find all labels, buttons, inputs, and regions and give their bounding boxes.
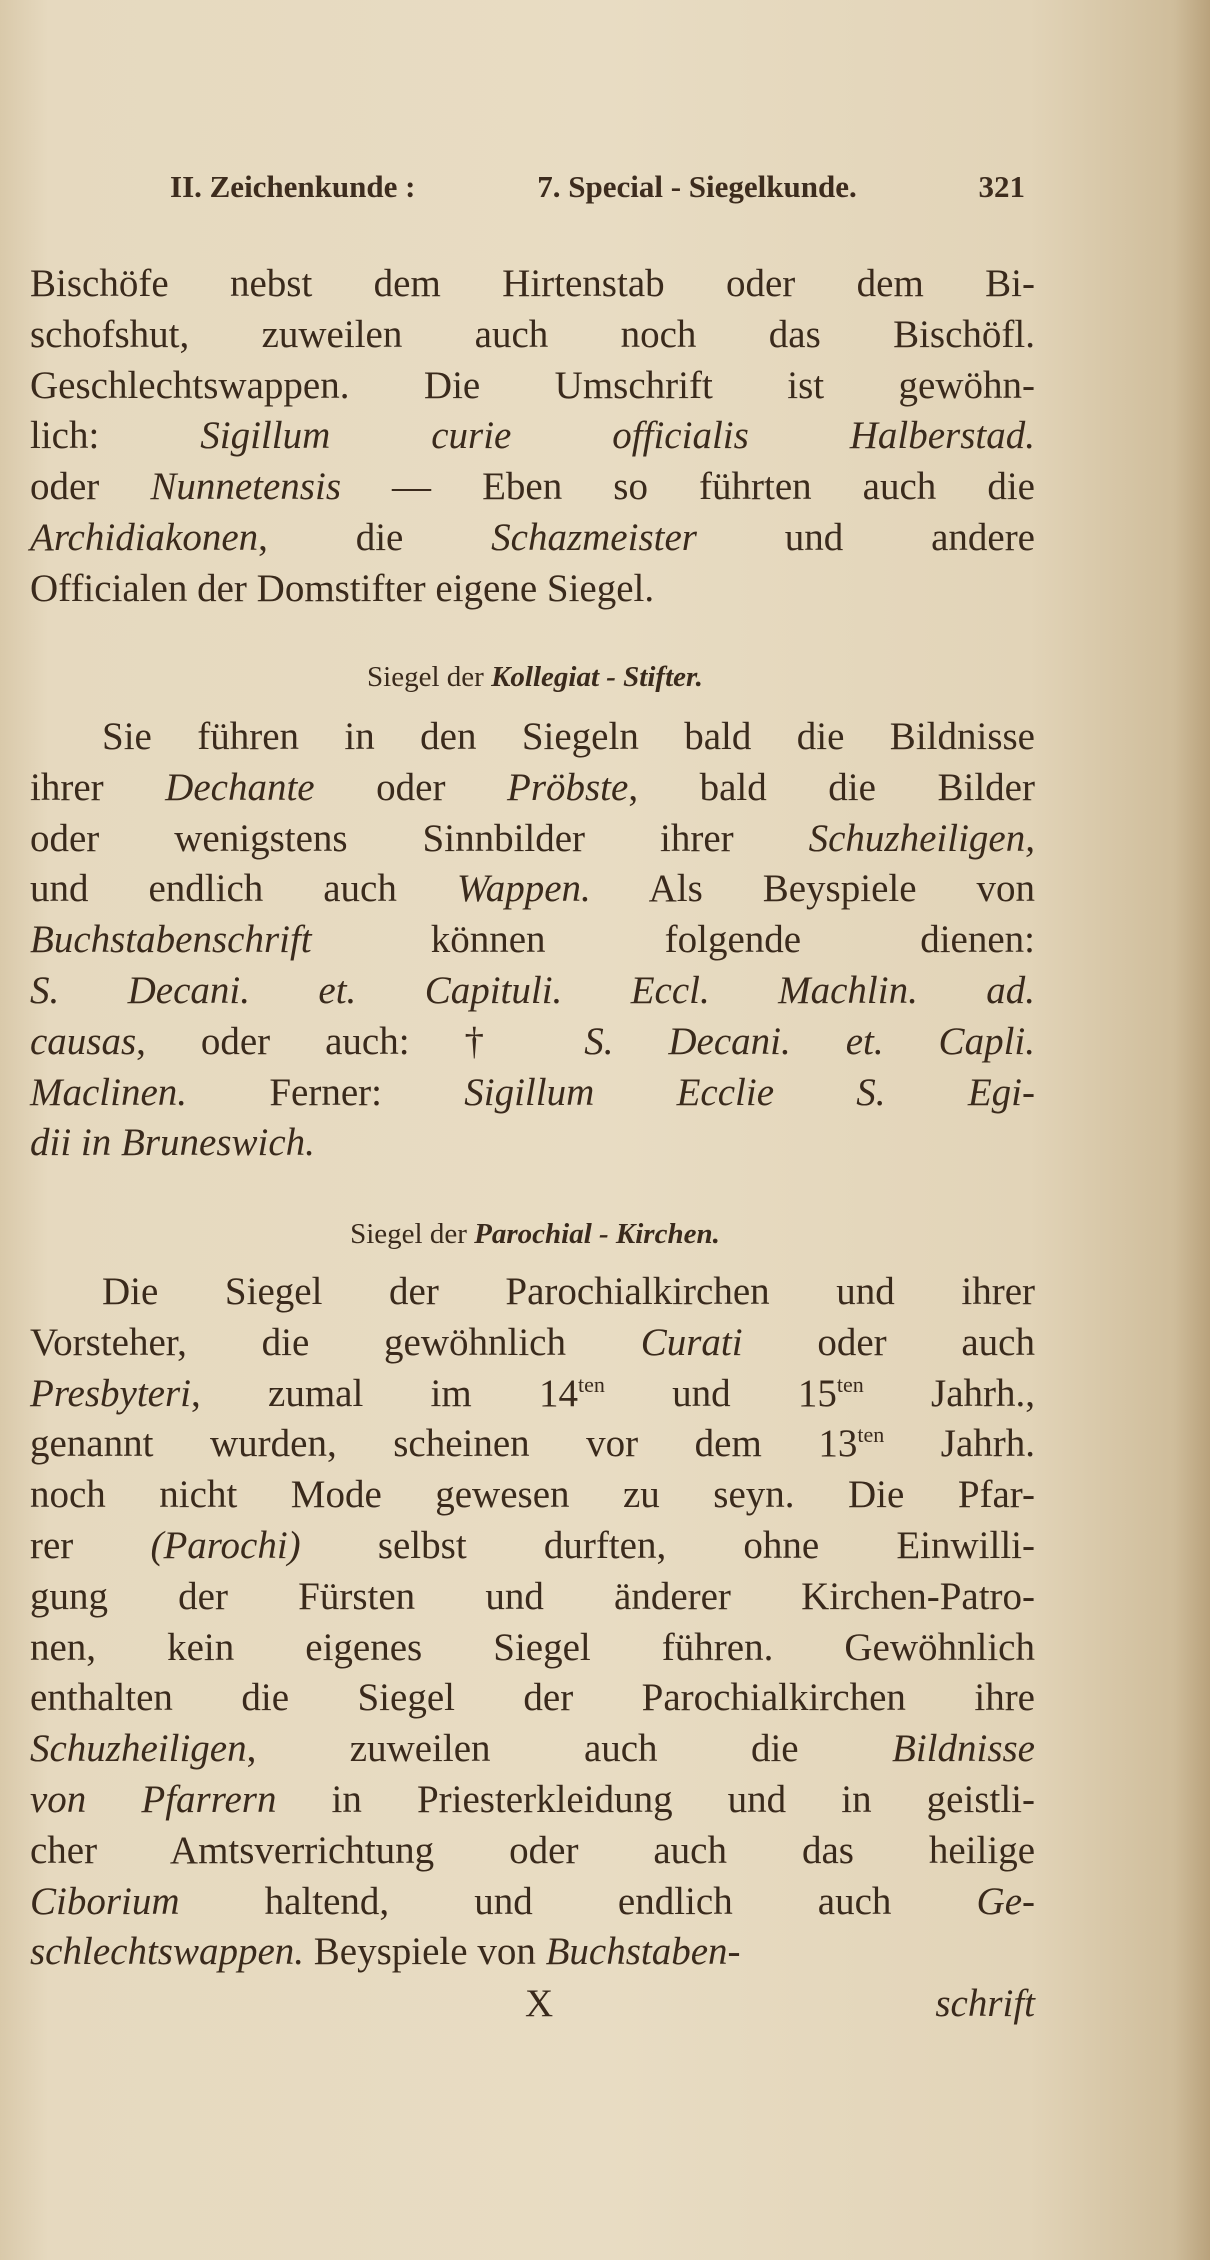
- text-line: [30, 1623, 1035, 1674]
- text-run: rer: [30, 1523, 151, 1567]
- italic-text: Dechante: [165, 765, 315, 809]
- superscript: ten: [577, 1371, 605, 1397]
- italic-text: Bildnisse: [892, 1727, 1035, 1771]
- text-run: Jahrh.: [884, 1422, 1035, 1466]
- italic-text: Maclinen.: [30, 1070, 188, 1114]
- text-run: Vorsteher, die gewöhnlich: [30, 1320, 641, 1364]
- text-run: und endlich auch: [30, 867, 457, 911]
- text-line: [30, 1017, 1035, 1068]
- text-run: , oder auch: †: [136, 1019, 585, 1063]
- italic-text: Nunnetensis: [150, 465, 342, 509]
- text-run: haltend, und endlich auch: [179, 1879, 977, 1923]
- text-run: oder: [30, 465, 151, 509]
- text-run: Ferner:: [187, 1070, 465, 1114]
- catchword: schrift: [935, 1982, 1035, 2025]
- text-run: schofshut, zuweilen auch noch das Bischöfl.: [30, 312, 1035, 356]
- text-line: [30, 1369, 1035, 1420]
- text-run: , bald die Bilder: [628, 765, 1035, 809]
- text-run: lich:: [30, 414, 201, 458]
- running-head-chapter: 7. Special - Siegelkunde.: [537, 169, 857, 204]
- italic-text: Wappen.: [456, 867, 591, 911]
- heading-plain: Siegel der: [350, 1218, 475, 1250]
- text-run: cher Amtsverrichtung oder auch das heilige: [30, 1828, 1035, 1872]
- italic-text: dii in Bruneswich.: [30, 1121, 315, 1165]
- italic-text: Presbyteri: [30, 1371, 192, 1415]
- text-run: können folgende dienen:: [311, 918, 1035, 962]
- section-heading-kollegiat-stifter: [0, 652, 1070, 702]
- text-line: [30, 1826, 1035, 1877]
- italic-text: S. Decani. et. Capituli. Eccl. Machlin. ad.: [30, 968, 1035, 1012]
- text-line: [30, 1318, 1035, 1369]
- text-line: [30, 1775, 1035, 1826]
- text-line: [30, 411, 1035, 462]
- italic-text: causas: [30, 1019, 137, 1063]
- text-run: oder: [314, 765, 507, 809]
- text-line: [30, 966, 1035, 1017]
- text-run: und andere: [696, 515, 1035, 559]
- text-line: [30, 1877, 1035, 1928]
- heading-italic: Parochial - Kirchen.: [474, 1218, 720, 1250]
- text-line: [30, 1118, 1035, 1169]
- text-line: [30, 763, 1035, 814]
- page-footer: [30, 1979, 1035, 2029]
- text-line: [30, 1673, 1035, 1724]
- text-run: Bischöfe nebst dem Hirtenstab oder dem Bi-: [30, 262, 1035, 305]
- superscript: ten: [836, 1371, 864, 1397]
- text-run: Als Beyspiele von: [590, 867, 1035, 911]
- paragraph-2: [30, 712, 1035, 1169]
- text-line: [30, 1724, 1035, 1775]
- text-run: Jahrh.,: [863, 1371, 1035, 1415]
- text-line: [30, 564, 1035, 615]
- running-head: [170, 162, 1025, 212]
- text-line: [30, 1927, 1035, 1978]
- italic-text: Archidiakonen: [30, 515, 259, 559]
- paragraph-3: [30, 1267, 1035, 1978]
- paragraph-1: [30, 259, 1035, 615]
- text-line: [30, 513, 1035, 564]
- text-run: und 15: [604, 1371, 837, 1415]
- italic-text: S. Decani. et. Capli.: [584, 1019, 1035, 1063]
- text-line: [30, 864, 1035, 915]
- section-heading-parochial-kirchen: [0, 1209, 1070, 1259]
- italic-text: Ciborium: [30, 1879, 180, 1923]
- italic-text: (Parochi): [150, 1523, 301, 1567]
- text-run: genannt wurden, scheinen vor dem 13: [30, 1422, 858, 1466]
- text-run: Beyspiele von: [304, 1930, 546, 1974]
- text-line: [30, 1267, 1035, 1318]
- text-line: [30, 361, 1035, 412]
- italic-text: Sigillum Ecclie S. Egi-: [464, 1070, 1036, 1114]
- text-line: [30, 814, 1035, 865]
- running-head-section: II. Zeichenkunde :: [170, 169, 416, 204]
- text-run: selbst durften, ohne Einwilli-: [300, 1523, 1035, 1567]
- text-run: , zumal im 14: [191, 1371, 578, 1415]
- heading-italic: Kollegiat - Stifter.: [491, 661, 703, 693]
- italic-text: Schazmeister: [491, 515, 697, 559]
- heading-plain: Siegel der: [367, 661, 492, 693]
- text-run: enthalten die Siegel der Parochialkirchen ihre: [30, 1676, 1035, 1720]
- text-run: in Priesterkleidung und in geistli-: [276, 1777, 1035, 1821]
- italic-text: Schuzheiligen: [30, 1727, 247, 1771]
- italic-text: Pröbste: [507, 765, 629, 809]
- italic-text: von Pfarrern: [30, 1777, 277, 1821]
- superscript: ten: [857, 1422, 885, 1448]
- text-run: — Eben so führten auch die: [341, 465, 1035, 509]
- text-line: [30, 1470, 1035, 1521]
- text-run: , die: [258, 515, 492, 559]
- text-run: noch nicht Mode gewesen zu seyn. Die Pfar-: [30, 1473, 1035, 1517]
- text-line: [30, 1068, 1035, 1119]
- page-number: 321: [978, 169, 1025, 204]
- text-line: [30, 712, 1035, 763]
- italic-text: Ge-: [976, 1879, 1035, 1923]
- italic-text: Schuzheiligen,: [808, 816, 1035, 860]
- italic-text: schlechtswappen.: [30, 1930, 305, 1974]
- text-run: oder auch: [742, 1320, 1035, 1364]
- text-run: oder wenigstens Sinnbilder ihrer: [30, 816, 809, 860]
- text-line: [30, 1521, 1035, 1572]
- text-line: [30, 1419, 1035, 1470]
- italic-text: Sigillum curie officialis Halberstad.: [200, 414, 1035, 458]
- italic-text: Curati: [640, 1320, 743, 1364]
- text-line: [30, 259, 1035, 310]
- text-run: Die Siegel der Parochialkirchen und ihrer: [102, 1270, 1035, 1313]
- signature-mark: X: [525, 1982, 554, 2025]
- text-run: Officialen der Domstifter eigene Siegel.: [30, 566, 655, 610]
- text-line: [30, 915, 1035, 966]
- text-run: ihrer: [30, 765, 166, 809]
- text-line: [30, 310, 1035, 361]
- text-line: [30, 462, 1035, 513]
- text-run: Geschlechtswappen. Die Umschrift ist gewöhn-: [30, 363, 1035, 407]
- text-line: [30, 1572, 1035, 1623]
- italic-text: Buchstaben-: [545, 1930, 741, 1974]
- text-run: gung der Fürsten und änderer Kirchen-Patro-: [30, 1574, 1035, 1618]
- text-run: nen, kein eigenes Siegel führen. Gewöhnlich: [30, 1625, 1035, 1669]
- text-run: Sie führen in den Siegeln bald die Bildnisse: [102, 715, 1035, 758]
- text-run: , zuweilen auch die: [246, 1727, 892, 1771]
- italic-text: Buchstabenschrift: [30, 918, 312, 962]
